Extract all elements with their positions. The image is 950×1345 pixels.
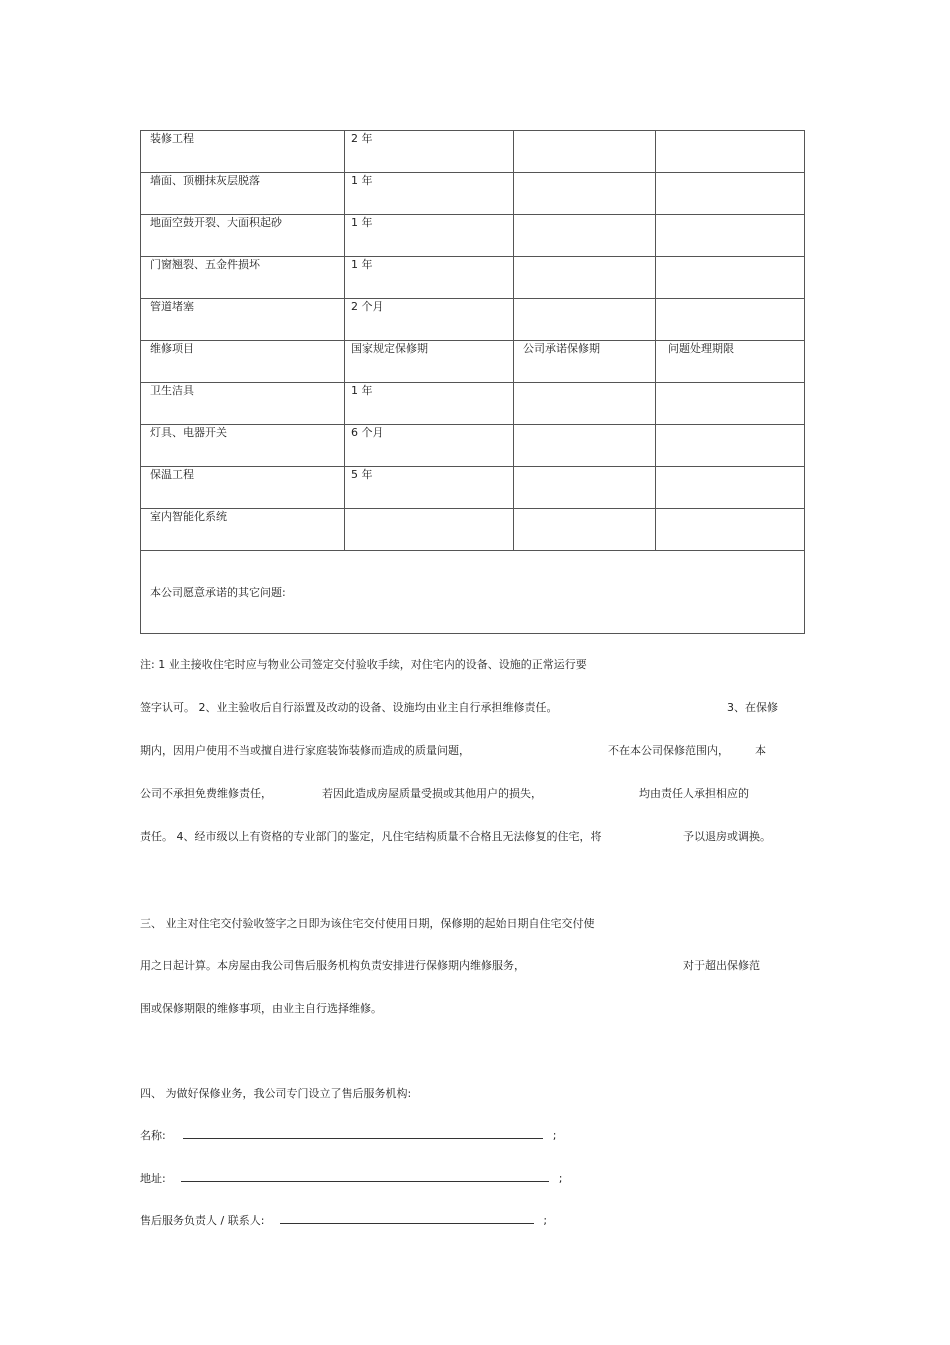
table-cell [345, 299, 514, 341]
company-warranty [520, 173, 655, 174]
note-line [322, 785, 542, 801]
contact-blank[interactable] [280, 1212, 534, 1224]
table-cell [141, 425, 345, 467]
maintenance-item: 卫生洁具 [150, 384, 194, 397]
note-text: 本 [755, 744, 766, 757]
handling-deadline [662, 425, 804, 426]
maintenance-item: 门窗翘裂、五金件损坏 [150, 258, 260, 271]
table-cell [514, 173, 656, 215]
table-cell [141, 341, 345, 383]
national-warranty: 1 年 [351, 216, 373, 229]
handling-deadline [662, 467, 804, 468]
national-warranty: 2 个月 [351, 300, 384, 313]
table-cell [656, 299, 805, 341]
table-cell [345, 509, 514, 551]
table-cell [345, 341, 514, 383]
table-row [141, 509, 805, 551]
section-3-line [140, 1000, 382, 1016]
table-cell [514, 257, 656, 299]
table-cell [345, 131, 514, 173]
note-text: 均由责任人承担相应的 [639, 787, 749, 800]
table-row [141, 425, 805, 467]
maintenance-item: 装修工程 [150, 132, 194, 145]
table-cell [656, 425, 805, 467]
company-warranty [520, 383, 655, 384]
section-3-line [683, 957, 760, 973]
paragraph-text: 用之日起计算。本房屋由我公司售后服务机构负责安排进行保修期内维修服务， [140, 959, 525, 972]
section-3-line [140, 957, 525, 973]
warranty-table [140, 130, 805, 634]
note-line [639, 785, 749, 801]
column-header: 问题处理期限 [668, 342, 734, 355]
table-cell [141, 467, 345, 509]
national-warranty [351, 509, 513, 510]
other-commitments-label: 本公司愿意承诺的其它问题: [150, 586, 286, 599]
paragraph-text: 四、 为做好保修业务，我公司专门设立了售后服务机构: [140, 1087, 412, 1100]
name-blank[interactable] [183, 1127, 543, 1139]
table-cell [345, 467, 514, 509]
table-row [141, 131, 805, 173]
table-cell [141, 131, 345, 173]
table-cell [345, 215, 514, 257]
note-text: 不在本公司保修范围内， [608, 744, 729, 757]
table-cell [656, 173, 805, 215]
handling-deadline [662, 173, 804, 174]
table-cell [656, 341, 805, 383]
name-end: ; [552, 1129, 557, 1142]
handling-deadline [662, 383, 804, 384]
maintenance-item: 管道堵塞 [150, 300, 194, 313]
other-commitments-cell [141, 551, 805, 634]
handling-deadline [662, 215, 804, 216]
company-warranty [520, 467, 655, 468]
table-cell [514, 425, 656, 467]
note-text: 签字认可。 2、业主验收后自行添置及改动的设备、设施均由业主自行承担维修责任。 [140, 701, 558, 714]
national-warranty: 1 年 [351, 258, 373, 271]
table-cell [141, 257, 345, 299]
address-blank[interactable] [181, 1170, 549, 1182]
company-warranty [520, 509, 655, 510]
note-line [608, 742, 729, 758]
national-warranty: 1 年 [351, 174, 373, 187]
table-cell [345, 425, 514, 467]
contact-label: 售后服务负责人 / 联系人: [140, 1214, 265, 1227]
note-line [683, 828, 771, 844]
table-header-row [141, 341, 805, 383]
table-cell [514, 215, 656, 257]
paragraph-text: 对于超出保修范 [683, 959, 760, 972]
note-line [140, 742, 470, 758]
table-row [141, 257, 805, 299]
table-cell [514, 131, 656, 173]
national-warranty: 1 年 [351, 384, 373, 397]
table-cell [141, 215, 345, 257]
table-row [141, 467, 805, 509]
other-commitments-row [141, 551, 805, 634]
table-cell [345, 257, 514, 299]
national-warranty: 2 年 [351, 132, 373, 145]
table-cell [656, 131, 805, 173]
table-cell [141, 383, 345, 425]
column-header: 公司承诺保修期 [523, 342, 600, 355]
table-cell [514, 383, 656, 425]
handling-deadline [662, 257, 804, 258]
table-cell [345, 173, 514, 215]
table-cell [514, 467, 656, 509]
table-cell [656, 257, 805, 299]
table-cell [656, 467, 805, 509]
paragraph-text: 围或保修期限的维修事项，由业主自行选择维修。 [140, 1002, 382, 1015]
handling-deadline [662, 299, 804, 300]
note-line [140, 828, 602, 844]
maintenance-item: 室内智能化系统 [150, 510, 227, 523]
name-field-row [140, 1127, 556, 1143]
table-cell [656, 383, 805, 425]
note-line [140, 785, 272, 801]
national-warranty: 5 年 [351, 468, 373, 481]
table-row [141, 215, 805, 257]
note-line [140, 699, 558, 715]
section-4-heading [140, 1085, 411, 1101]
column-header: 国家规定保修期 [351, 342, 428, 355]
table-cell [141, 299, 345, 341]
contact-end: ; [543, 1214, 548, 1227]
table-row [141, 383, 805, 425]
column-header: 维修项目 [150, 342, 194, 355]
maintenance-item: 灯具、电器开关 [150, 426, 227, 439]
maintenance-item: 地面空鼓开裂、大面积起砂 [150, 216, 282, 229]
company-warranty [520, 425, 655, 426]
address-label: 地址: [140, 1172, 166, 1185]
contact-field-row [140, 1212, 547, 1228]
note-line [755, 742, 766, 758]
national-warranty: 6 个月 [351, 426, 384, 439]
table-cell [141, 509, 345, 551]
name-label: 名称: [140, 1129, 166, 1142]
table-cell [514, 341, 656, 383]
company-warranty [520, 131, 655, 132]
note-text: 责任。 4、经市级以上有资格的专业部门的鉴定，凡住宅结构质量不合格且无法修复的住宅，将 [140, 830, 602, 843]
maintenance-item: 墙面、顶棚抹灰层脱落 [150, 174, 260, 187]
handling-deadline [662, 131, 804, 132]
note-text: 注: 1 业主接收住宅时应与物业公司签定交付验收手续，对住宅内的设备、设施的正常运行要 [140, 658, 587, 671]
table-cell [514, 299, 656, 341]
note-text: 予以退房或调换。 [683, 830, 771, 843]
section-3-line [140, 915, 595, 931]
maintenance-item: 保温工程 [150, 468, 194, 481]
table-row [141, 173, 805, 215]
paragraph-text: 三、 业主对住宅交付验收签字之日即为该住宅交付使用日期，保修期的起始日期自住宅交付使 [140, 917, 595, 930]
company-warranty [520, 299, 655, 300]
note-text: 期内，因用户使用不当或擅自进行家庭装饰装修而造成的质量问题， [140, 744, 470, 757]
table-cell [345, 383, 514, 425]
table-cell [656, 509, 805, 551]
note-text: 若因此造成房屋质量受损或其他用户的损失， [322, 787, 542, 800]
handling-deadline [662, 509, 804, 510]
company-warranty [520, 257, 655, 258]
table-cell [514, 509, 656, 551]
table-cell [141, 173, 345, 215]
address-end: ; [558, 1172, 563, 1185]
table-row [141, 299, 805, 341]
note-line [727, 699, 778, 715]
table-cell [656, 215, 805, 257]
note-line [140, 656, 587, 672]
note-text: 3、在保修 [727, 701, 778, 714]
note-text: 公司不承担免费维修责任， [140, 787, 272, 800]
address-field-row [140, 1170, 562, 1186]
company-warranty [520, 215, 655, 216]
